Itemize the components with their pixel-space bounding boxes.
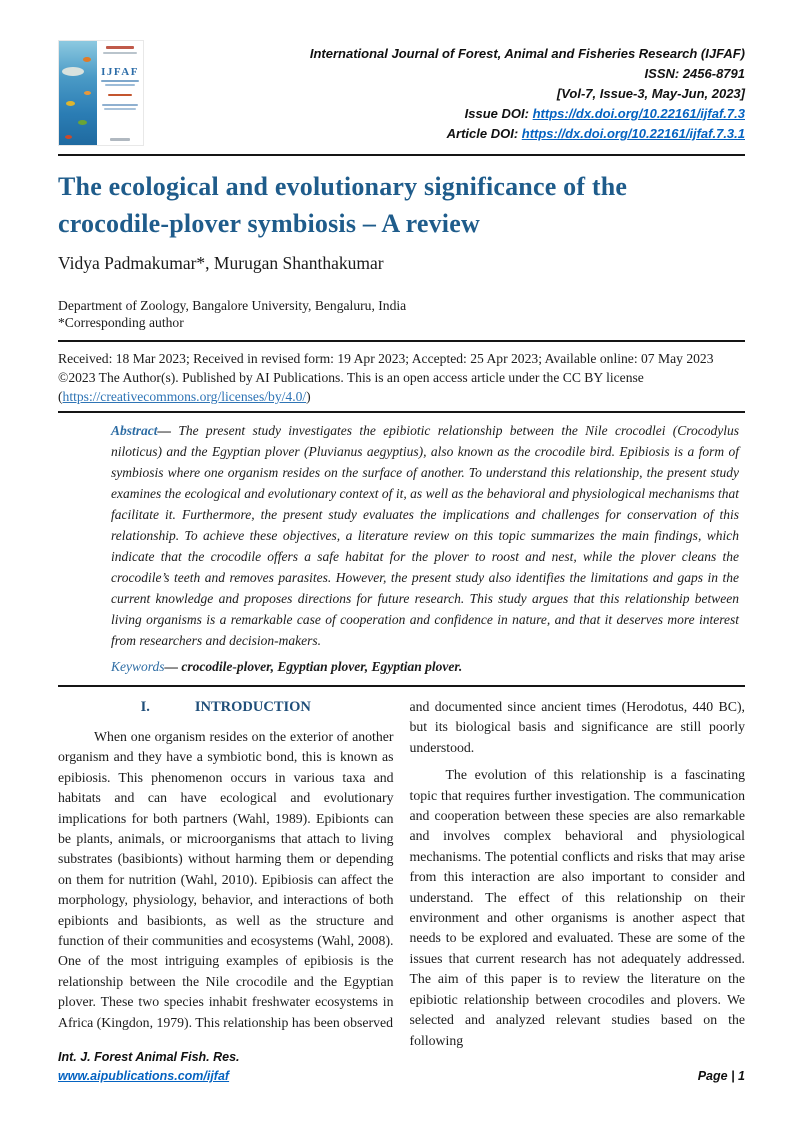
article-doi-label: Article DOI: — [446, 126, 522, 141]
license-link[interactable]: https://creativecommons.org/licenses/by/4.0/ — [62, 389, 307, 404]
abstract-label: Abstract — [111, 423, 158, 438]
page-header — [58, 40, 745, 146]
page-number: Page | 1 — [697, 1069, 745, 1083]
journal-issn: ISSN: 2456-8791 — [644, 66, 745, 81]
journal-abbreviation: Int. J. Forest Animal Fish. Res. — [58, 1050, 240, 1064]
journal-acronym: IJFAF — [101, 66, 139, 78]
article-title: The ecological and evolutionary significance of the crocodile-plover symbiosis – A review — [58, 172, 628, 238]
keywords-dash: — — [164, 659, 182, 674]
abstract-divider — [58, 685, 745, 687]
issue-doi-line — [144, 104, 745, 124]
title-divider — [58, 340, 745, 342]
keywords-label: Keywords — [111, 659, 165, 674]
corresponding-author-note: *Corresponding author — [58, 315, 184, 330]
journal-cover-logo — [58, 40, 144, 146]
cover-text-placeholder — [101, 80, 139, 82]
cover-text-placeholder — [104, 108, 136, 110]
cover-text-placeholder — [103, 52, 137, 54]
fish-illustration — [62, 67, 84, 76]
license-paren: ( — [58, 389, 63, 404]
section-heading-introduction — [58, 699, 394, 716]
body-column-right — [410, 697, 746, 1051]
abstract-dash: — — [157, 423, 179, 438]
cover-text-placeholder — [110, 138, 130, 141]
keywords-line — [111, 656, 739, 677]
fish-illustration — [66, 101, 75, 106]
issue-doi-link[interactable]: https://dx.doi.org/10.22161/ijfaf.7.3 — [532, 106, 745, 121]
body-column-left — [58, 697, 394, 1051]
intro-paragraph-1: When one organism resides on the exterior of another organism and they have a symbiotic bond, this is known as epibiosis. This phenomenon occurs in various taxa and habitats and can have ecological and evolutionary implications for both partners (Wahl, 1989). Epibionts can be plants, animals, or microorganisms that attach to living substrates (basibionts) without harming them or depending on them for nutrition (Wahl, 2010). Epibiosis can affect the morphology, physiology, behavior, and interactions of both epibionts and basibionts, as well as the structure and function of their communities and ecosystems (Wahl, 2008). One of the most intriguing examples of epibiosis is the relationship between the Nile crocodile and the Egyptian plover. These two species inhabit freshwater ecosystems in Africa (Kingdon, 1979). This relationship has been observed — [58, 729, 394, 1030]
license-line — [58, 387, 745, 406]
article-doi-line — [144, 124, 745, 144]
article-doi-link[interactable]: https://dx.doi.org/10.22161/ijfaf.7.3.1 — [521, 126, 745, 141]
article-authors: Vidya Padmakumar*, Murugan Shanthakumar — [58, 253, 384, 273]
fish-illustration — [78, 120, 87, 125]
publisher-website-link[interactable]: www.aipublications.com/ijfaf — [58, 1069, 230, 1083]
intro-paragraph-2: The evolution of this relationship is a fascinating topic that requires further investigation. The communication and cooperation between these species are also remarkable and involves complex behavioral and physiological mechanisms. The potential conflicts and risks that may arise from this interaction are also important to consider and understand. The effect of this relationship on their environment and other organisms is another aspect that needs to be explored and evaluated. These are some of the issues that current research has not adequately addressed. The aim of this paper is to review the literature on the epibiotic relationship between crocodiles and plovers. We selected and analyzed relevant studies based on the following — [409, 767, 745, 1048]
cover-text-placeholder — [108, 94, 132, 96]
page-footer — [58, 1048, 745, 1086]
section-number: I. — [140, 699, 150, 715]
journal-title: International Journal of Forest, Animal and Fisheries Research (IJFAF) — [309, 46, 745, 61]
keywords-text: crocodile-plover, Egyptian plover, Egyptian plover. — [181, 659, 463, 674]
abstract-text: The present study investigates the epibiotic relationship between the Nile crocodlei (Crocodylus niloticus) and the Egyptian plover (Pluvianus aegyptius), also known as the crocodile bird. Epibiosis is a form of symbiosis where one organism resides on the surface of another. To understand this relationship, the present study examines the ecological and evolutionary context of it, as well as the behavioral and physiological mechanisms that facilitate it. Furthermore, the present study evaluates the implications and challenges for conservation of this relationship. To achieve these objectives, a literature review on this topic summarizes the main findings, which indicate that the crocodile offers a safe habitat for the plover to roost and nest, while the plover cleans the crocodile’s teeth and removes parasites. However, the present study also identifies the limitations and gaps in the current knowledge and proposes directions for future research. This study argues that this relationship between living organisms is a remarkable case of cooperation and confidence in nature, and that it deserves more interest from researchers and decision-makers. — [111, 423, 739, 648]
cover-text-placeholder — [106, 46, 134, 49]
fish-illustration — [83, 57, 91, 62]
article-body — [58, 697, 745, 1051]
publication-meta — [58, 349, 745, 406]
abstract-section — [111, 420, 739, 677]
journal-masthead — [144, 40, 745, 144]
cover-text-placeholder — [105, 84, 135, 86]
journal-cover-text — [97, 41, 143, 145]
header-divider — [58, 154, 745, 156]
fish-illustration — [84, 91, 91, 95]
fish-illustration — [65, 135, 72, 139]
license-paren: ) — [306, 389, 311, 404]
section-title: INTRODUCTION — [194, 699, 311, 715]
copyright-line: ©2023 The Author(s). Published by AI Publications. This is an open access article under the CC BY license — [58, 370, 644, 385]
issue-doi-label: Issue DOI: — [464, 106, 533, 121]
abstract-paragraph — [111, 420, 739, 651]
journal-volume-issue: [Vol-7, Issue-3, May-Jun, 2023] — [556, 86, 745, 101]
intro-paragraph-1-continued: and documented since ancient times (Herodotus, 440 BC), but its biological basis and significance are still poorly understood. — [409, 699, 745, 755]
meta-divider — [58, 411, 745, 413]
journal-cover-art — [59, 41, 97, 145]
cover-text-placeholder — [102, 104, 138, 106]
footer-journal-info — [58, 1048, 240, 1086]
received-dates-line: Received: 18 Mar 2023; Received in revised form: 19 Apr 2023; Accepted: 25 Apr 2023; Available online: 07 May 2023 — [58, 351, 714, 366]
author-affiliation: Department of Zoology, Bangalore University, Bengaluru, India — [58, 298, 407, 313]
